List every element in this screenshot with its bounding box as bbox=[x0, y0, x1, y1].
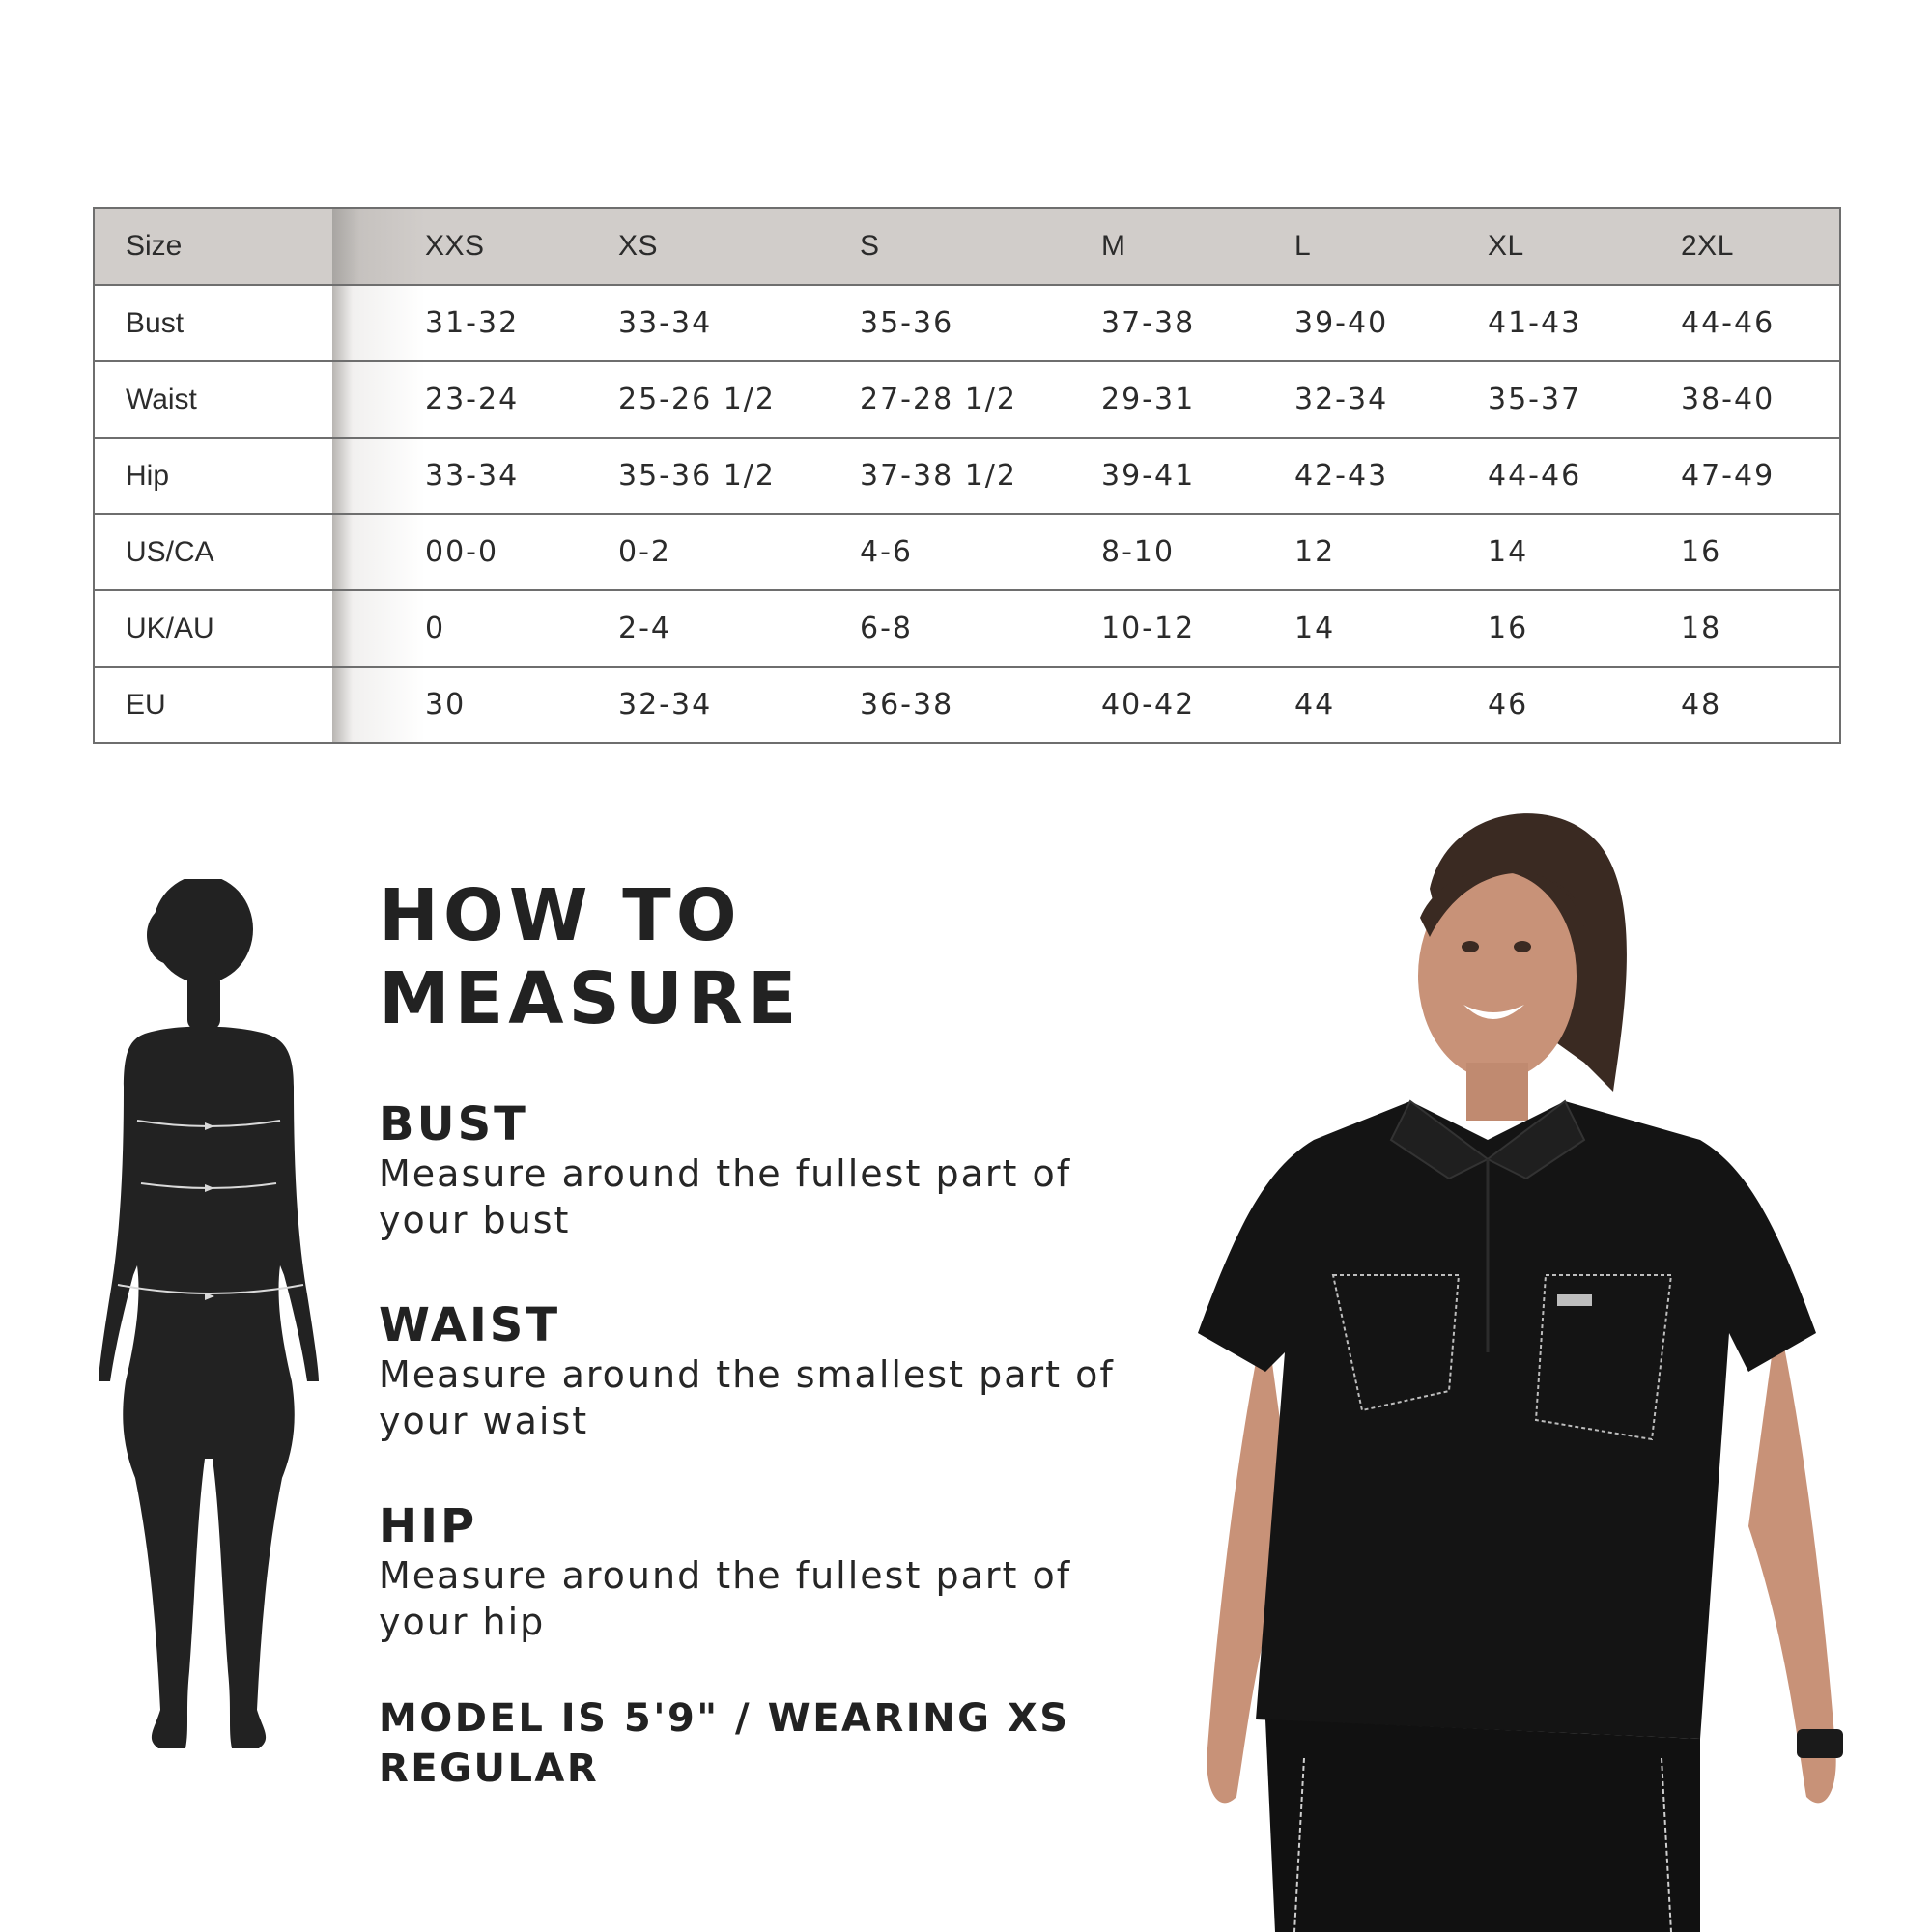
measure-heading: BUST bbox=[379, 1097, 528, 1151]
table-cell: 6-8 bbox=[860, 611, 913, 645]
measure-heading: WAIST bbox=[379, 1298, 561, 1352]
table-row-bust bbox=[95, 284, 1839, 360]
table-cell: 25-26 1/2 bbox=[618, 383, 776, 416]
size-xl: XL bbox=[1488, 230, 1524, 262]
table-cell: 0 bbox=[425, 611, 446, 645]
header-label: Size bbox=[126, 230, 183, 262]
table-cell: 32-34 bbox=[1294, 383, 1389, 416]
table-cell: 23-24 bbox=[425, 383, 520, 416]
section-title: HOW TO MEASURE bbox=[379, 874, 802, 1040]
table-cell: 00-0 bbox=[425, 535, 499, 569]
table-cell: 38-40 bbox=[1681, 383, 1776, 416]
size-s: S bbox=[860, 230, 880, 262]
table-cell: 48 bbox=[1681, 688, 1722, 722]
table-cell: 2-4 bbox=[618, 611, 671, 645]
table-cell: 33-34 bbox=[425, 459, 520, 493]
table-cell: 39-41 bbox=[1101, 459, 1196, 493]
table-cell: 4-6 bbox=[860, 535, 913, 569]
table-cell: 44-46 bbox=[1488, 459, 1582, 493]
size-2xl: 2XL bbox=[1681, 230, 1734, 262]
table-header-row bbox=[95, 209, 1839, 284]
table-cell: 35-37 bbox=[1488, 383, 1582, 416]
how-to-measure-section bbox=[379, 874, 1132, 1794]
table-row-eu bbox=[95, 666, 1839, 742]
female-body-silhouette-icon bbox=[87, 879, 338, 1768]
table-row-hip bbox=[95, 437, 1839, 513]
measure-item-waist bbox=[379, 1299, 1132, 1444]
measure-item-bust bbox=[379, 1098, 1132, 1243]
table-cell: 31-32 bbox=[425, 306, 520, 340]
measure-heading: HIP bbox=[379, 1499, 478, 1553]
row-label: UK/AU bbox=[126, 611, 214, 644]
table-cell: 44-46 bbox=[1681, 306, 1776, 340]
table-cell: 0-2 bbox=[618, 535, 671, 569]
table-cell: 39-40 bbox=[1294, 306, 1389, 340]
row-label: EU bbox=[126, 688, 166, 721]
size-xxs: XXS bbox=[425, 230, 485, 262]
table-cell: 10-12 bbox=[1101, 611, 1196, 645]
table-cell: 36-38 bbox=[860, 688, 954, 722]
size-chart-table bbox=[93, 207, 1841, 744]
table-cell: 32-34 bbox=[618, 688, 713, 722]
table-cell: 16 bbox=[1488, 611, 1529, 645]
size-xs: XS bbox=[618, 230, 659, 262]
size-m: M bbox=[1101, 230, 1126, 262]
measure-description: Measure around the fullest part of your hip bbox=[379, 1554, 1072, 1643]
table-row-us-ca bbox=[95, 513, 1839, 589]
table-cell: 35-36 bbox=[860, 306, 954, 340]
table-cell: 42-43 bbox=[1294, 459, 1389, 493]
table-row-uk-au bbox=[95, 589, 1839, 666]
table-cell: 37-38 bbox=[1101, 306, 1196, 340]
table-cell: 37-38 1/2 bbox=[860, 459, 1017, 493]
table-cell: 35-36 1/2 bbox=[618, 459, 776, 493]
table-cell: 14 bbox=[1294, 611, 1336, 645]
table-row-waist bbox=[95, 360, 1839, 437]
measure-item-hip bbox=[379, 1500, 1132, 1645]
table-cell: 27-28 1/2 bbox=[860, 383, 1017, 416]
table-cell: 33-34 bbox=[618, 306, 713, 340]
row-label: Waist bbox=[126, 383, 197, 415]
measure-description: Measure around the smallest part of your waist bbox=[379, 1353, 1115, 1442]
table-cell: 16 bbox=[1681, 535, 1722, 569]
measure-description: Measure around the fullest part of your bust bbox=[379, 1152, 1072, 1241]
row-label: Hip bbox=[126, 459, 170, 492]
row-label: US/CA bbox=[126, 535, 214, 568]
table-cell: 8-10 bbox=[1101, 535, 1176, 569]
table-cell: 29-31 bbox=[1101, 383, 1196, 416]
table-cell: 40-42 bbox=[1101, 688, 1196, 722]
model-photo bbox=[1159, 773, 1932, 1932]
table-cell: 18 bbox=[1681, 611, 1722, 645]
table-cell: 41-43 bbox=[1488, 306, 1582, 340]
table-cell: 30 bbox=[425, 688, 467, 722]
table-cell: 46 bbox=[1488, 688, 1529, 722]
model-size-note: MODEL IS 5'9" / WEARING XS REGULAR bbox=[379, 1696, 1070, 1791]
row-label: Bust bbox=[126, 306, 185, 339]
table-cell: 12 bbox=[1294, 535, 1336, 569]
size-l: L bbox=[1294, 230, 1312, 262]
table-cell: 44 bbox=[1294, 688, 1336, 722]
table-cell: 14 bbox=[1488, 535, 1529, 569]
table-cell: 47-49 bbox=[1681, 459, 1776, 493]
